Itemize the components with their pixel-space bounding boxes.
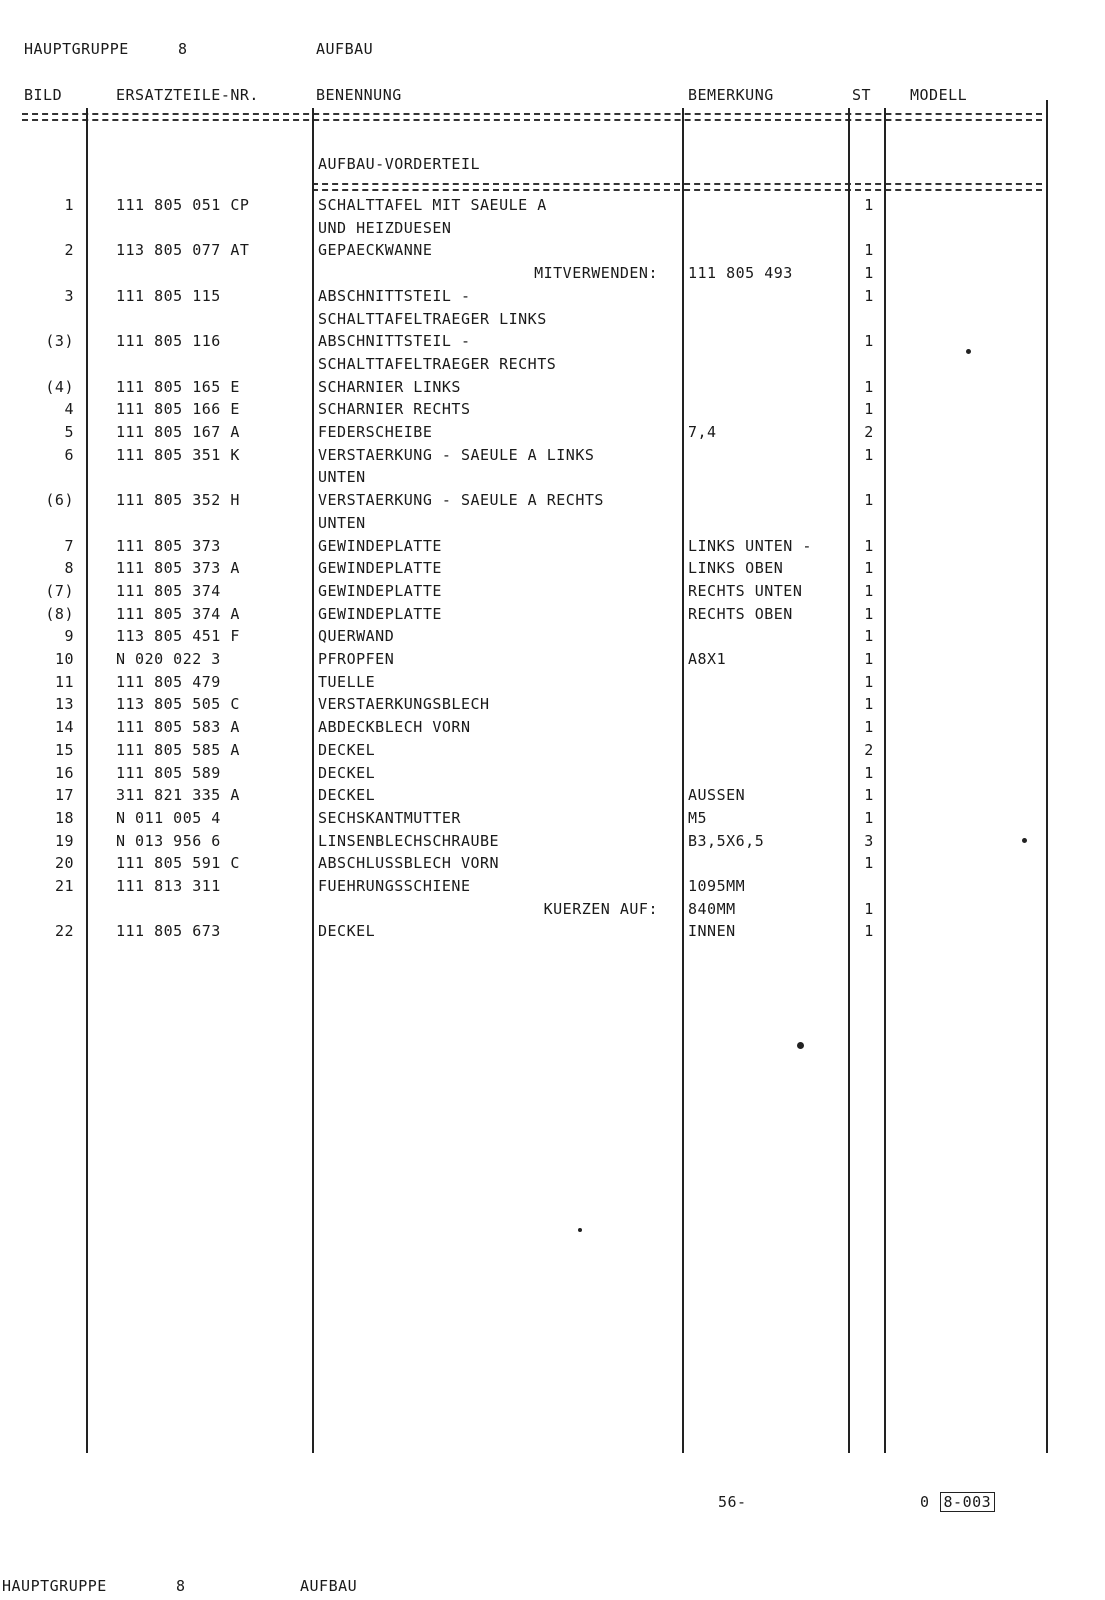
quantity-cell: 1 (864, 377, 874, 396)
quantity-cell: 2 (864, 423, 874, 441)
table-row (0, 355, 1105, 377)
quantity-cell: 1 (864, 400, 874, 419)
table-row (0, 809, 1105, 831)
bemerkung-cell: 7,4 (688, 423, 717, 441)
quantity-cell: 1 (864, 899, 874, 918)
quantity-cell: 1 (864, 695, 874, 714)
bild-cell: 2 (64, 241, 74, 260)
benennung-cell: GEPAECKWANNE (318, 241, 433, 260)
table-row (0, 673, 1105, 695)
benennung-cell: ABSCHNITTSTEIL - (318, 332, 471, 351)
part-number-cell: 111 805 165 E (116, 377, 240, 396)
quantity-cell: 1 (864, 672, 874, 691)
benennung-cell: SECHSKANTMUTTER (318, 808, 461, 827)
table-row (0, 491, 1105, 513)
table-row (0, 854, 1105, 876)
header-label: HAUPTGRUPPE (24, 40, 129, 58)
part-number-cell: 111 805 166 E (116, 400, 240, 419)
page-code (920, 1493, 995, 1511)
benennung-cell: QUERWAND (318, 627, 395, 646)
header-title: AUFBAU (316, 40, 374, 58)
benennung-cell: SCHALTTAFELTRAEGER RECHTS (318, 354, 557, 373)
part-number-cell: 111 805 479 (116, 672, 221, 691)
part-number-cell: N 013 956 6 (116, 831, 221, 850)
page-code-prefix: 0 (920, 1493, 930, 1511)
page-number: 56- (718, 1493, 747, 1511)
benennung-cell: SCHARNIER RECHTS (318, 400, 471, 419)
bild-cell: (4) (45, 377, 74, 396)
part-number-cell: 113 805 077 AT (116, 241, 250, 260)
table-row (0, 582, 1105, 604)
benennung-cell: VERSTAERKUNG - SAEULE A LINKS (318, 445, 595, 464)
header-group: 8 (178, 40, 188, 58)
part-number-cell: 111 805 589 (116, 763, 221, 782)
bemerkung-cell: AUSSEN (688, 786, 746, 805)
table-row (0, 446, 1105, 468)
table-row (0, 718, 1105, 740)
part-number-cell: 113 805 505 C (116, 695, 240, 714)
quantity-cell: 1 (864, 922, 874, 941)
part-number-cell: 111 805 591 C (116, 854, 240, 873)
bild-cell: 9 (64, 627, 74, 646)
benennung-cell: UNTEN (318, 513, 366, 532)
part-number-cell: 111 805 115 (116, 286, 221, 305)
benennung-cell: TUELLE (318, 672, 376, 691)
table-row (0, 378, 1105, 400)
table-row (0, 468, 1105, 490)
col-benennung: BENENNUNG (316, 86, 402, 104)
part-number-cell: 111 805 167 A (116, 423, 240, 441)
table-row (0, 241, 1105, 263)
part-number-cell: 111 805 351 K (116, 445, 240, 464)
benennung-cell: GEWINDEPLATTE (318, 604, 442, 623)
bemerkung-cell: A8X1 (688, 650, 727, 668)
bemerkung-cell: RECHTS OBEN (688, 604, 793, 623)
benennung-cell: SCHALTTAFELTRAEGER LINKS (318, 309, 547, 328)
part-number-cell: N 011 005 4 (116, 808, 221, 827)
table-row (0, 605, 1105, 627)
bild-cell: 13 (54, 695, 74, 714)
table-row (0, 264, 1105, 286)
quantity-cell: 1 (864, 559, 874, 578)
scan-speck (1022, 838, 1027, 843)
part-number-cell: 113 805 451 F (116, 627, 240, 646)
table-row (0, 695, 1105, 717)
bemerkung-cell: LINKS UNTEN - (688, 536, 812, 555)
table-row (0, 900, 1105, 922)
part-number-cell: 311 821 335 A (116, 786, 240, 805)
quantity-cell: 1 (864, 196, 874, 214)
bemerkung-cell: 1095MM (688, 877, 746, 895)
quantity-cell: 2 (864, 740, 874, 759)
quantity-cell: 1 (864, 491, 874, 510)
quantity-cell: 3 (864, 831, 874, 850)
quantity-cell: 1 (864, 650, 874, 668)
quantity-cell: 1 (864, 808, 874, 827)
quantity-cell: 1 (864, 286, 874, 305)
bemerkung-cell: INNEN (688, 922, 736, 941)
bild-cell: (3) (45, 332, 74, 351)
table-row (0, 922, 1105, 944)
benennung-cell: SCHALTTAFEL MIT SAEULE A (318, 196, 547, 214)
bild-cell: 18 (54, 808, 74, 827)
bild-cell: 14 (54, 718, 74, 737)
part-number-cell: 111 805 373 (116, 536, 221, 555)
bild-cell: 22 (54, 922, 74, 941)
bottom-header-title: AUFBAU (300, 1577, 358, 1595)
table-row (0, 287, 1105, 309)
benennung-cell: VERSTAERKUNGSBLECH (318, 695, 490, 714)
quantity-cell: 1 (864, 854, 874, 873)
scan-speck (797, 1042, 804, 1049)
col-st: ST (852, 86, 872, 104)
part-number-cell: 111 805 374 A (116, 604, 240, 623)
quantity-cell: 1 (864, 786, 874, 805)
section-rule-top (312, 183, 1042, 185)
bild-cell: (8) (45, 604, 74, 623)
benennung-cell: FEDERSCHEIBE (318, 423, 433, 441)
bild-cell: 10 (54, 650, 74, 668)
quantity-cell: 1 (864, 763, 874, 782)
table-row (0, 423, 1105, 445)
part-number-cell: 111 813 311 (116, 877, 221, 895)
bild-cell: 21 (54, 877, 74, 895)
bild-cell: 4 (64, 400, 74, 419)
benennung-cell: DECKEL (318, 786, 376, 805)
table-row (0, 786, 1105, 808)
benennung-cell: ABDECKBLECH VORN (318, 718, 471, 737)
col-bemerkung: BEMERKUNG (688, 86, 774, 104)
table-row (0, 559, 1105, 581)
quantity-cell: 1 (864, 536, 874, 555)
benennung-cell: VERSTAERKUNG - SAEULE A RECHTS (318, 491, 604, 510)
table-row (0, 196, 1105, 218)
benennung-cell: SCHARNIER LINKS (318, 377, 461, 396)
part-number-cell: 111 805 583 A (116, 718, 240, 737)
benennung-cell: FUEHRUNGSSCHIENE (318, 877, 471, 895)
header-rule-bottom (22, 119, 1042, 121)
benennung-cell: UNTEN (318, 468, 366, 487)
quantity-cell: 1 (864, 604, 874, 623)
col-bild: BILD (24, 86, 63, 104)
page-code-box: 8-003 (940, 1492, 996, 1512)
table-row (0, 832, 1105, 854)
quantity-cell: 1 (864, 241, 874, 260)
table-row (0, 537, 1105, 559)
part-number-cell: 111 805 373 A (116, 559, 240, 578)
benennung-cell: DECKEL (318, 740, 376, 759)
table-row (0, 764, 1105, 786)
bemerkung-cell: 111 805 493 (688, 264, 793, 283)
table-row (0, 741, 1105, 763)
bild-cell: 15 (54, 740, 74, 759)
bild-cell: 17 (54, 786, 74, 805)
benennung-cell: MITVERWENDEN: (534, 264, 658, 283)
quantity-cell: 1 (864, 581, 874, 600)
benennung-cell: ABSCHNITTSTEIL - (318, 286, 471, 305)
bild-cell: 16 (54, 763, 74, 782)
table-row (0, 400, 1105, 422)
bottom-header-label: HAUPTGRUPPE (2, 1577, 107, 1595)
bild-cell: 8 (64, 559, 74, 578)
section-rule-bottom (312, 189, 1042, 191)
benennung-cell: GEWINDEPLATTE (318, 581, 442, 600)
benennung-cell: DECKEL (318, 922, 376, 941)
header-rule-top (22, 113, 1042, 115)
bild-cell: (6) (45, 491, 74, 510)
benennung-cell: UND HEIZDUESEN (318, 218, 452, 237)
benennung-cell: GEWINDEPLATTE (318, 559, 442, 578)
bemerkung-cell: 840MM (688, 899, 736, 918)
bemerkung-cell: RECHTS UNTEN (688, 581, 803, 600)
bild-cell: (7) (45, 581, 74, 600)
part-number-cell: 111 805 585 A (116, 740, 240, 759)
table-row (0, 650, 1105, 672)
col-ersatzteile-nr: ERSATZTEILE-NR. (116, 86, 259, 104)
table-row (0, 310, 1105, 332)
bild-cell: 3 (64, 286, 74, 305)
quantity-cell: 1 (864, 627, 874, 646)
bottom-header-group: 8 (176, 1577, 186, 1595)
bild-cell: 5 (64, 423, 74, 441)
table-row (0, 627, 1105, 649)
col-modell: MODELL (910, 86, 968, 104)
part-number-cell: 111 805 374 (116, 581, 221, 600)
benennung-cell: KUERZEN AUF: (543, 899, 658, 918)
table-row (0, 332, 1105, 354)
bemerkung-cell: M5 (688, 808, 708, 827)
bemerkung-cell: LINKS OBEN (688, 559, 784, 578)
section-title: AUFBAU-VORDERTEIL (318, 155, 481, 173)
scan-speck (966, 349, 971, 354)
quantity-cell: 1 (864, 445, 874, 464)
table-row (0, 219, 1105, 241)
bild-cell: 11 (54, 672, 74, 691)
benennung-cell: GEWINDEPLATTE (318, 536, 442, 555)
quantity-cell: 1 (864, 264, 874, 283)
bemerkung-cell: B3,5X6,5 (688, 831, 765, 850)
part-number-cell: 111 805 116 (116, 332, 221, 351)
benennung-cell: PFROPFEN (318, 650, 395, 668)
part-number-cell: 111 805 673 (116, 922, 221, 941)
benennung-cell: LINSENBLECHSCHRAUBE (318, 831, 500, 850)
table-row (0, 877, 1105, 899)
quantity-cell: 1 (864, 718, 874, 737)
benennung-cell: DECKEL (318, 763, 376, 782)
part-number-cell: N 020 022 3 (116, 650, 221, 668)
bild-cell: 19 (54, 831, 74, 850)
part-number-cell: 111 805 051 CP (116, 196, 250, 214)
quantity-cell: 1 (864, 332, 874, 351)
table-row (0, 514, 1105, 536)
bild-cell: 20 (54, 854, 74, 873)
bild-cell: 1 (64, 196, 74, 214)
bild-cell: 7 (64, 536, 74, 555)
part-number-cell: 111 805 352 H (116, 491, 240, 510)
scan-speck (578, 1228, 582, 1232)
benennung-cell: ABSCHLUSSBLECH VORN (318, 854, 500, 873)
bild-cell: 6 (64, 445, 74, 464)
